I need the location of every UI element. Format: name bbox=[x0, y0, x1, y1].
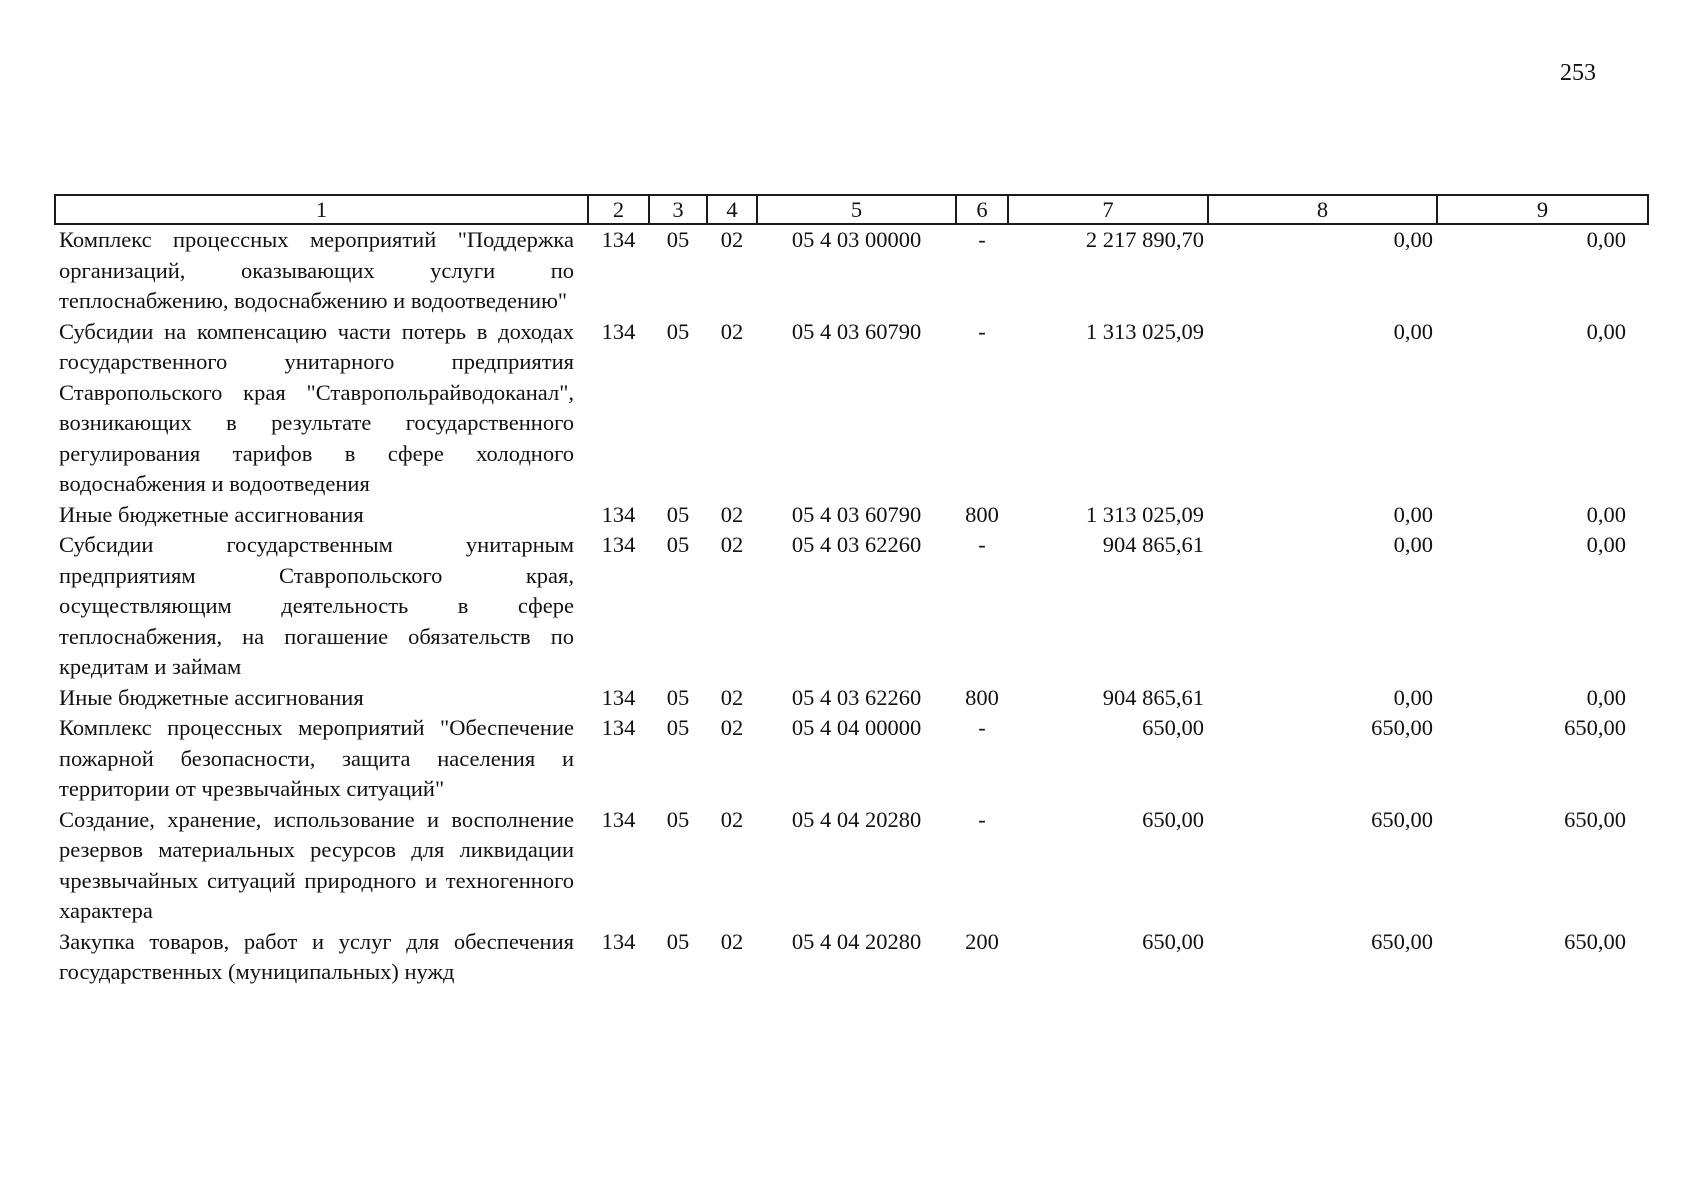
row-amount-7: 1 313 025,09 bbox=[1085, 318, 1204, 344]
header-cell-1: 1 bbox=[55, 195, 588, 224]
row-code-4: 02 bbox=[720, 684, 744, 710]
row-amount-8: 0,00 bbox=[1393, 684, 1433, 710]
row-code-2: 134 bbox=[601, 532, 636, 557]
row-amount-7: 2 217 890,70 bbox=[1085, 227, 1204, 252]
row-code-5: 05 4 03 00000 bbox=[791, 227, 922, 252]
row-code-2: 134 bbox=[601, 501, 636, 527]
header-cell-5: 5 bbox=[757, 195, 956, 224]
row-amount-8: 650,00 bbox=[1371, 928, 1433, 954]
table-row bbox=[55, 224, 1648, 317]
row-amount-9: 0,00 bbox=[1586, 684, 1626, 710]
table-row bbox=[55, 805, 1648, 927]
row-code-2: 134 bbox=[601, 928, 636, 954]
row-code-4: 02 bbox=[720, 318, 744, 344]
row-name: Иные бюджетные ассигнования bbox=[59, 684, 364, 710]
budget-table bbox=[54, 194, 1649, 988]
row-amount-8: 0,00 bbox=[1393, 532, 1433, 557]
row-name: Субсидии государственным унитарным предприятиям Ставропольского края, осуществляющим деятельность в сфере теплоснабжения, на погашение обязательств по кредитам и займам bbox=[59, 532, 574, 679]
row-amount-9: 0,00 bbox=[1586, 227, 1626, 252]
table-row bbox=[55, 500, 1648, 531]
row-code-3: 05 bbox=[666, 715, 690, 740]
row-code-3: 05 bbox=[666, 318, 690, 344]
row-name: Создание, хранение, использование и восполнение резервов материальных ресурсов для ликвидации чрезвычайных ситуаций природного и техногенного характера bbox=[59, 806, 574, 923]
row-name: Иные бюджетные ассигнования bbox=[59, 501, 364, 527]
header-cell-2: 2 bbox=[588, 195, 649, 224]
header-cell-4: 4 bbox=[707, 195, 757, 224]
header-row bbox=[55, 195, 1648, 224]
row-amount-7: 904 865,61 bbox=[1102, 532, 1204, 557]
table-row bbox=[55, 683, 1648, 714]
row-name: Комплекс процессных мероприятий "Обеспечение пожарной безопасности, защита населения и территории от чрезвычайных ситуаций" bbox=[59, 715, 574, 801]
row-code-2: 134 bbox=[601, 806, 636, 832]
row-code-3: 05 bbox=[666, 532, 690, 557]
row-code-6: - bbox=[978, 532, 986, 557]
row-code-4: 02 bbox=[720, 532, 744, 557]
page-number: 253 bbox=[1560, 60, 1596, 86]
row-code-6: 800 bbox=[965, 501, 999, 527]
row-name: Закупка товаров, работ и услуг для обеспечения государственных (муниципальных) нужд bbox=[59, 928, 574, 984]
header-cell-9: 9 bbox=[1437, 195, 1648, 224]
row-code-5: 05 4 03 62260 bbox=[791, 684, 922, 710]
row-amount-8: 650,00 bbox=[1371, 715, 1433, 740]
table-row bbox=[55, 713, 1648, 805]
row-amount-8: 650,00 bbox=[1371, 806, 1433, 832]
row-code-4: 02 bbox=[720, 806, 744, 832]
row-code-5: 05 4 03 60790 bbox=[791, 501, 922, 527]
row-code-4: 02 bbox=[720, 501, 744, 527]
row-code-2: 134 bbox=[601, 715, 636, 740]
row-code-5: 05 4 04 00000 bbox=[791, 715, 922, 740]
row-code-5: 05 4 04 20280 bbox=[791, 806, 922, 832]
row-amount-9: 0,00 bbox=[1586, 501, 1626, 527]
row-amount-7: 650,00 bbox=[1142, 715, 1204, 740]
row-code-6: - bbox=[978, 715, 986, 740]
row-amount-9: 650,00 bbox=[1564, 806, 1626, 832]
row-code-4: 02 bbox=[720, 227, 744, 252]
row-code-4: 02 bbox=[720, 715, 744, 740]
row-code-5: 05 4 03 60790 bbox=[791, 318, 922, 344]
table-row bbox=[55, 927, 1648, 988]
header-cell-3: 3 bbox=[649, 195, 707, 224]
row-code-5: 05 4 04 20280 bbox=[791, 928, 922, 954]
row-code-3: 05 bbox=[666, 684, 690, 710]
row-code-3: 05 bbox=[666, 227, 690, 252]
header-cell-7: 7 bbox=[1008, 195, 1208, 224]
row-amount-9: 650,00 bbox=[1564, 928, 1626, 954]
table-row bbox=[55, 530, 1648, 683]
header-cell-6: 6 bbox=[956, 195, 1008, 224]
row-code-6: 200 bbox=[965, 928, 999, 954]
row-code-3: 05 bbox=[666, 928, 690, 954]
row-code-4: 02 bbox=[720, 928, 744, 954]
row-amount-7: 904 865,61 bbox=[1102, 684, 1204, 710]
table-row bbox=[55, 317, 1648, 500]
row-amount-8: 0,00 bbox=[1393, 318, 1433, 344]
row-code-6: - bbox=[978, 318, 986, 344]
row-code-2: 134 bbox=[601, 318, 636, 344]
row-code-6: 800 bbox=[965, 684, 999, 710]
row-code-6: - bbox=[978, 806, 986, 832]
row-amount-8: 0,00 bbox=[1393, 501, 1433, 527]
row-amount-9: 650,00 bbox=[1564, 715, 1626, 740]
row-amount-8: 0,00 bbox=[1393, 227, 1433, 252]
row-code-3: 05 bbox=[666, 806, 690, 832]
row-code-6: - bbox=[978, 227, 986, 252]
row-amount-7: 1 313 025,09 bbox=[1085, 501, 1204, 527]
row-amount-9: 0,00 bbox=[1586, 532, 1626, 557]
row-name: Комплекс процессных мероприятий "Поддержка организаций, оказывающих услуги по теплоснабжению, водоснабжению и водоотведению" bbox=[59, 227, 574, 313]
row-amount-7: 650,00 bbox=[1142, 928, 1204, 954]
row-code-2: 134 bbox=[601, 684, 636, 710]
row-code-2: 134 bbox=[601, 227, 636, 252]
row-amount-9: 0,00 bbox=[1586, 318, 1626, 344]
row-name: Субсидии на компенсацию части потерь в доходах государственного унитарного предприятия Ставропольского края "Ставропольрайводоканал", возникающих в результате государственного регулирования тарифов в сфере холодного водоснабжения и водоотведения bbox=[59, 318, 574, 496]
row-code-5: 05 4 03 62260 bbox=[791, 532, 922, 557]
row-amount-7: 650,00 bbox=[1142, 806, 1204, 832]
row-code-3: 05 bbox=[666, 501, 690, 527]
header-cell-8: 8 bbox=[1208, 195, 1437, 224]
